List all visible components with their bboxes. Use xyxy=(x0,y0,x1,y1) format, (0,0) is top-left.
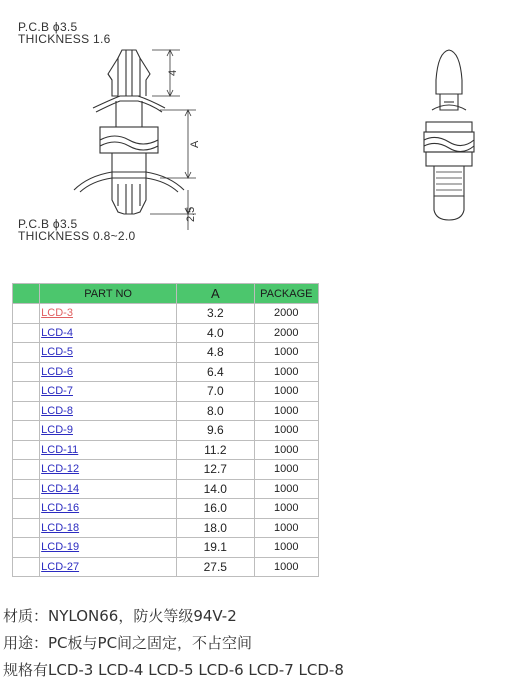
notes xyxy=(3,603,344,684)
package-cell: 1000 xyxy=(254,557,318,577)
part-no-link[interactable]: LCD-16 xyxy=(40,499,177,519)
row-blank-cell xyxy=(13,499,40,519)
table-row xyxy=(13,538,319,558)
table-row xyxy=(13,460,319,480)
row-blank-cell xyxy=(13,440,40,460)
note-specs: 规格有LCD-3 LCD-4 LCD-5 LCD-6 LCD-7 LCD-8 xyxy=(3,661,344,679)
part-no-link[interactable]: LCD-7 xyxy=(40,382,177,402)
package-cell: 1000 xyxy=(254,421,318,441)
header-package: PACKAGE xyxy=(254,284,318,304)
a-value-cell: 14.0 xyxy=(177,479,255,499)
pcb-top-line-1: P.C.B ϕ3.5 xyxy=(18,20,78,34)
table-row xyxy=(13,401,319,421)
spec-table xyxy=(12,283,319,577)
package-cell: 1000 xyxy=(254,401,318,421)
row-blank-cell xyxy=(13,323,40,343)
table-row xyxy=(13,304,319,324)
table-header-row xyxy=(13,284,319,304)
a-value-cell: 19.1 xyxy=(177,538,255,558)
package-cell: 1000 xyxy=(254,362,318,382)
row-blank-cell xyxy=(13,538,40,558)
package-cell: 1000 xyxy=(254,382,318,402)
a-value-cell: 16.0 xyxy=(177,499,255,519)
a-value-cell: 18.0 xyxy=(177,518,255,538)
table-row xyxy=(13,421,319,441)
a-value-cell: 4.8 xyxy=(177,343,255,363)
table-row xyxy=(13,343,319,363)
table-row xyxy=(13,323,319,343)
table-row xyxy=(13,479,319,499)
package-cell: 1000 xyxy=(254,518,318,538)
header-blank xyxy=(13,284,40,304)
part-no-link[interactable]: LCD-27 xyxy=(40,557,177,577)
part-no-link[interactable]: LCD-11 xyxy=(40,440,177,460)
a-value-cell: 27.5 xyxy=(177,557,255,577)
pcb-top-label xyxy=(18,21,111,45)
package-cell: 1000 xyxy=(254,499,318,519)
package-cell: 2000 xyxy=(254,323,318,343)
part-no-link[interactable]: LCD-19 xyxy=(40,538,177,558)
row-blank-cell xyxy=(13,557,40,577)
a-value-cell: 4.0 xyxy=(177,323,255,343)
package-cell: 1000 xyxy=(254,440,318,460)
row-blank-cell xyxy=(13,401,40,421)
a-value-cell: 6.4 xyxy=(177,362,255,382)
part-no-link[interactable]: LCD-3 xyxy=(40,304,177,324)
row-blank-cell xyxy=(13,460,40,480)
part-no-link[interactable]: LCD-18 xyxy=(40,518,177,538)
row-blank-cell xyxy=(13,343,40,363)
dim-bottom-label: 2.5 xyxy=(185,206,197,222)
table-row xyxy=(13,557,319,577)
dim-top-label: 4 xyxy=(167,69,179,76)
a-value-cell: 11.2 xyxy=(177,440,255,460)
pcb-top-line-2: THICKNESS 1.6 xyxy=(18,32,111,46)
note-usage: 用途：PC板与PC间之固定，不占空间 xyxy=(3,634,253,652)
table-row xyxy=(13,499,319,519)
part-no-link[interactable]: LCD-8 xyxy=(40,401,177,421)
row-blank-cell xyxy=(13,304,40,324)
package-cell: 1000 xyxy=(254,460,318,480)
package-cell: 1000 xyxy=(254,343,318,363)
row-blank-cell xyxy=(13,479,40,499)
row-blank-cell xyxy=(13,362,40,382)
row-blank-cell xyxy=(13,518,40,538)
row-blank-cell xyxy=(13,382,40,402)
package-cell: 1000 xyxy=(254,538,318,558)
a-value-cell: 3.2 xyxy=(177,304,255,324)
part-no-link[interactable]: LCD-6 xyxy=(40,362,177,382)
table-body xyxy=(13,304,319,577)
table-row xyxy=(13,440,319,460)
pcb-bottom-label xyxy=(18,218,135,242)
a-value-cell: 12.7 xyxy=(177,460,255,480)
package-cell: 2000 xyxy=(254,304,318,324)
header-a: A xyxy=(177,284,255,304)
package-cell: 1000 xyxy=(254,479,318,499)
a-value-cell: 7.0 xyxy=(177,382,255,402)
header-part-no: PART NO xyxy=(40,284,177,304)
table-row xyxy=(13,362,319,382)
part-no-link[interactable]: LCD-9 xyxy=(40,421,177,441)
table-row xyxy=(13,518,319,538)
a-value-cell: 9.6 xyxy=(177,421,255,441)
part-no-link[interactable]: LCD-12 xyxy=(40,460,177,480)
pcb-bottom-line-1: P.C.B ϕ3.5 xyxy=(18,217,78,231)
part-no-link[interactable]: LCD-4 xyxy=(40,323,177,343)
dim-a-label: A xyxy=(189,140,201,148)
note-material: 材质：NYLON66，防火等级94V-2 xyxy=(3,607,237,625)
a-value-cell: 8.0 xyxy=(177,401,255,421)
pcb-bottom-line-2: THICKNESS 0.8~2.0 xyxy=(18,229,136,243)
part-no-link[interactable]: LCD-5 xyxy=(40,343,177,363)
row-blank-cell xyxy=(13,421,40,441)
part-no-link[interactable]: LCD-14 xyxy=(40,479,177,499)
table-row xyxy=(13,382,319,402)
